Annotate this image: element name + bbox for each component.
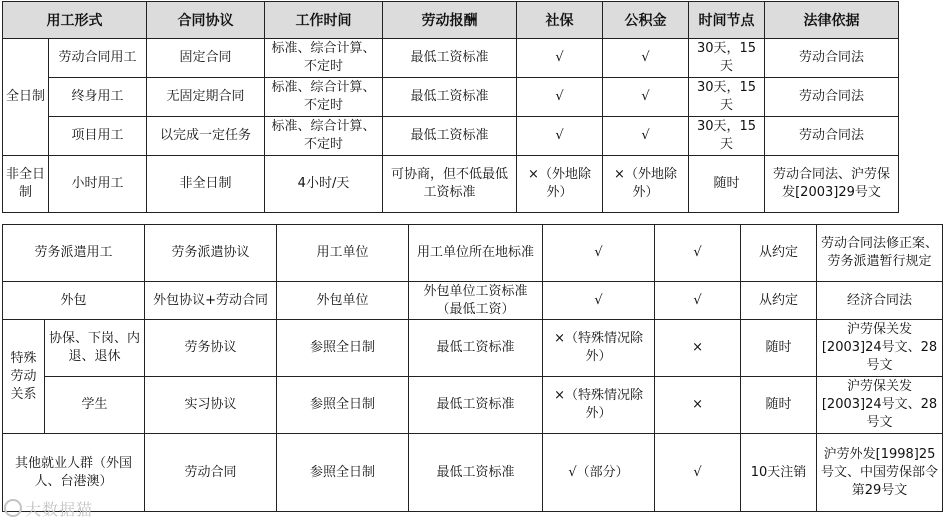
- cell-hours: 参照全日制: [277, 320, 409, 377]
- table-row: [3, 117, 899, 156]
- header-contract: 合同协议: [147, 2, 265, 39]
- header-social-insurance: 社保: [517, 2, 603, 39]
- group-label-special: 特殊劳动关系: [3, 320, 45, 434]
- table-row: [3, 377, 943, 434]
- cell-type: 劳务派遣用工: [3, 225, 145, 282]
- cell-fund: √: [603, 39, 689, 78]
- header-work-hours: 工作时间: [265, 2, 383, 39]
- watermark-text: 大数据猫: [25, 500, 94, 519]
- cell-social: √: [543, 282, 655, 320]
- cell-pay: 最低工资标准: [409, 377, 543, 434]
- cell-fund: √: [603, 117, 689, 156]
- cell-fund: √: [655, 434, 741, 512]
- cell-deadline: 10天注销: [741, 434, 817, 512]
- watermark-logo-icon: [4, 499, 22, 517]
- cell-hours: 标准、综合计算、不定时: [265, 39, 383, 78]
- cell-type: 其他就业人群（外国人、台港澳）: [3, 434, 145, 512]
- cell-hours: 标准、综合计算、不定时: [265, 117, 383, 156]
- cell-pay: 最低工资标准: [383, 39, 517, 78]
- cell-contract: 劳务协议: [145, 320, 277, 377]
- header-pay: 劳动报酬: [383, 2, 517, 39]
- employment-type-table-fulltime: [2, 1, 899, 213]
- cell-deadline: 30天，15天: [689, 78, 765, 117]
- cell-social: ×（外地除外）: [517, 156, 603, 213]
- cell-fund: ×: [655, 377, 741, 434]
- table-row: [3, 156, 899, 213]
- cell-fund: ×: [655, 320, 741, 377]
- cell-hours: 参照全日制: [277, 377, 409, 434]
- cell-social: √（部分）: [543, 434, 655, 512]
- header-housing-fund: 公积金: [603, 2, 689, 39]
- cell-deadline: 30天，15天: [689, 39, 765, 78]
- cell-pay: 最低工资标准: [383, 78, 517, 117]
- cell-type: 小时用工: [49, 156, 147, 213]
- cell-fund: √: [603, 78, 689, 117]
- cell-contract: 实习协议: [145, 377, 277, 434]
- watermark: [4, 497, 93, 520]
- cell-hours: 外包单位: [277, 282, 409, 320]
- cell-law: 劳动合同法、沪劳保发[2003]29号文: [765, 156, 899, 213]
- cell-pay: 可协商，但不低最低工资标准: [383, 156, 517, 213]
- cell-pay: 最低工资标准: [409, 320, 543, 377]
- cell-social: √: [517, 39, 603, 78]
- cell-type: 协保、下岗、内退、退休: [45, 320, 145, 377]
- cell-social: ×（特殊情况除外）: [543, 377, 655, 434]
- cell-contract: 非全日制: [147, 156, 265, 213]
- cell-pay: 最低工资标准: [383, 117, 517, 156]
- cell-deadline: 从约定: [741, 282, 817, 320]
- cell-type: 学生: [45, 377, 145, 434]
- cell-pay: 外包单位工资标准（最低工资）: [409, 282, 543, 320]
- cell-law: 劳动合同法: [765, 39, 899, 78]
- table-row: [3, 320, 943, 377]
- cell-law: 沪劳外发[1998]25号文、中国劳保部令第29号文: [817, 434, 943, 512]
- table-header-row: [3, 2, 899, 39]
- cell-hours: 用工单位: [277, 225, 409, 282]
- cell-contract: 无固定期合同: [147, 78, 265, 117]
- cell-pay: 用工单位所在地标准: [409, 225, 543, 282]
- cell-deadline: 随时: [741, 377, 817, 434]
- header-legal-basis: 法律依据: [765, 2, 899, 39]
- cell-law: 经济合同法: [817, 282, 943, 320]
- header-employment-type: 用工形式: [3, 2, 147, 39]
- group-label-parttime: 非全日制: [3, 156, 49, 213]
- header-deadline: 时间节点: [689, 2, 765, 39]
- cell-social: √: [517, 78, 603, 117]
- cell-deadline: 从约定: [741, 225, 817, 282]
- cell-type: 项目用工: [49, 117, 147, 156]
- table-row: [3, 39, 899, 78]
- cell-deadline: 随时: [689, 156, 765, 213]
- cell-law: 沪劳保关发[2003]24号文、28号文: [817, 320, 943, 377]
- cell-social: √: [543, 225, 655, 282]
- cell-fund: √: [655, 225, 741, 282]
- cell-contract: 劳务派遣协议: [145, 225, 277, 282]
- table-row: [3, 225, 943, 282]
- table-row: [3, 282, 943, 320]
- table-row: [3, 78, 899, 117]
- cell-law: 劳动合同法: [765, 117, 899, 156]
- cell-contract: 以完成一定任务: [147, 117, 265, 156]
- cell-deadline: 随时: [741, 320, 817, 377]
- cell-type: 劳动合同用工: [49, 39, 147, 78]
- cell-contract: 劳动合同: [145, 434, 277, 512]
- cell-type: 终身用工: [49, 78, 147, 117]
- cell-deadline: 30天，15天: [689, 117, 765, 156]
- cell-fund: ×（外地除外）: [603, 156, 689, 213]
- employment-type-table-special: [2, 224, 943, 512]
- group-label-fulltime: 全日制: [3, 39, 49, 156]
- cell-social: ×（特殊情况除外）: [543, 320, 655, 377]
- cell-pay: 最低工资标准: [409, 434, 543, 512]
- table-row: [3, 434, 943, 512]
- cell-type: 外包: [3, 282, 145, 320]
- cell-fund: √: [655, 282, 741, 320]
- cell-contract: 固定合同: [147, 39, 265, 78]
- cell-law: 沪劳保关发[2003]24号文、28号文: [817, 377, 943, 434]
- cell-hours: 4小时/天: [265, 156, 383, 213]
- cell-contract: 外包协议+劳动合同: [145, 282, 277, 320]
- cell-hours: 标准、综合计算、不定时: [265, 78, 383, 117]
- cell-law: 劳动合同法修正案、劳务派遣暂行规定: [817, 225, 943, 282]
- cell-hours: 参照全日制: [277, 434, 409, 512]
- cell-social: √: [517, 117, 603, 156]
- cell-law: 劳动合同法: [765, 78, 899, 117]
